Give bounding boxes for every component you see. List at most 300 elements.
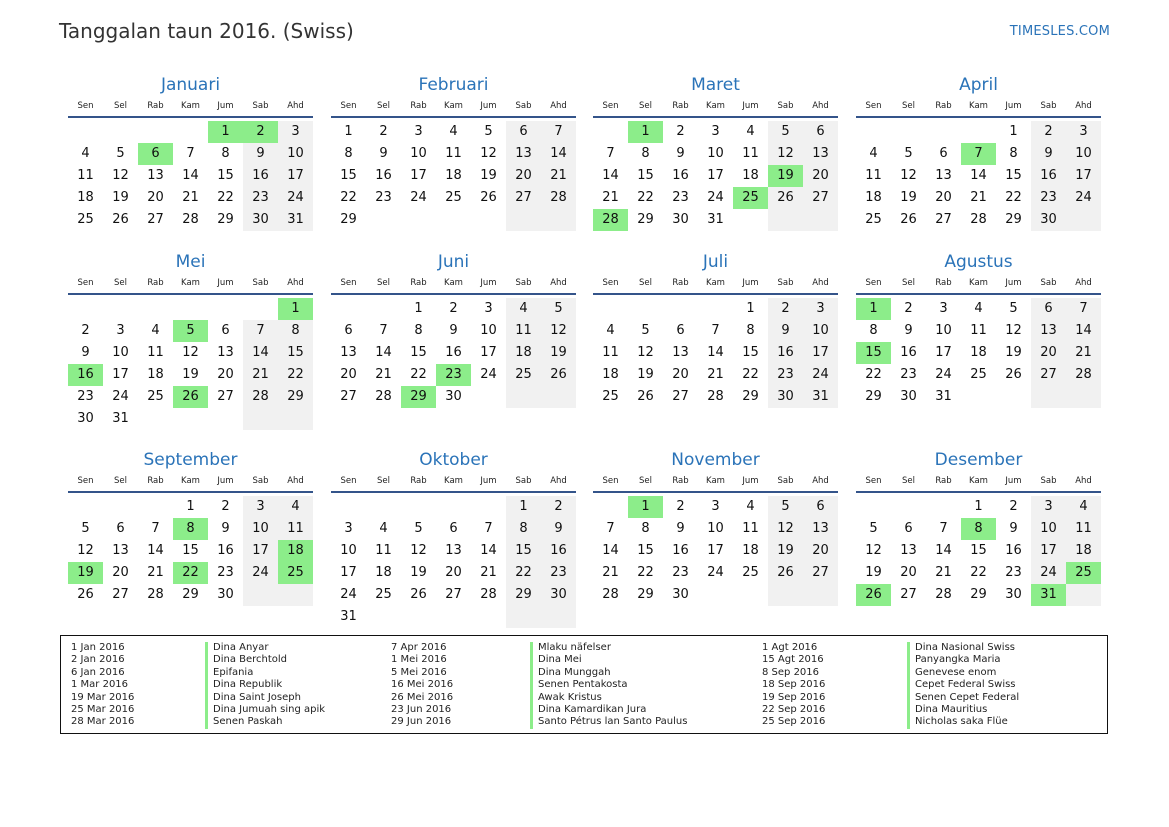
day-cell[interactable]: 10	[707, 521, 724, 536]
day-cell[interactable]: 7	[243, 320, 278, 342]
day-cell[interactable]: 24	[1031, 562, 1066, 584]
day-cell[interactable]: 5	[81, 521, 90, 536]
day-cell[interactable]: 12	[112, 168, 129, 183]
day-cell[interactable]: 21	[182, 190, 199, 205]
day-cell[interactable]: 5	[541, 298, 576, 320]
day-cell[interactable]: 3	[711, 499, 720, 514]
day-cell[interactable]: 26	[768, 187, 803, 209]
day-cell[interactable]: 20	[506, 165, 541, 187]
day-cell[interactable]: 17	[278, 165, 313, 187]
day-cell[interactable]: 11	[77, 168, 94, 183]
day-cell[interactable]: 19	[865, 565, 882, 580]
day-cell[interactable]: 16	[900, 345, 917, 360]
day-cell[interactable]: 9	[541, 518, 576, 540]
day-cell[interactable]: 13	[1031, 320, 1066, 342]
day-cell[interactable]: 27	[445, 587, 462, 602]
day-cell[interactable]: 17	[112, 367, 129, 382]
day-cell[interactable]: 31	[803, 386, 838, 408]
day-cell[interactable]: 30	[672, 212, 689, 227]
day-cell[interactable]: 8	[1009, 146, 1018, 161]
day-cell[interactable]: 23	[243, 187, 278, 209]
day-cell[interactable]: 25	[865, 212, 882, 227]
day-cell[interactable]: 23	[1005, 565, 1022, 580]
day-cell[interactable]: 4	[746, 124, 755, 139]
day-cell[interactable]: 6	[449, 521, 458, 536]
day-cell[interactable]: 4	[746, 499, 755, 514]
day-cell[interactable]: 3	[1066, 121, 1101, 143]
holiday-day-cell[interactable]: 5	[173, 320, 208, 342]
holiday-day-cell[interactable]: 6	[138, 143, 173, 165]
day-cell[interactable]: 24	[410, 190, 427, 205]
day-cell[interactable]: 21	[970, 190, 987, 205]
day-cell[interactable]: 31	[112, 411, 129, 426]
day-cell[interactable]: 22	[970, 565, 987, 580]
day-cell[interactable]: 10	[112, 345, 129, 360]
day-cell[interactable]: 22	[637, 190, 654, 205]
day-cell[interactable]: 15	[340, 168, 357, 183]
day-cell[interactable]: 31	[935, 389, 952, 404]
day-cell[interactable]: 17	[243, 540, 278, 562]
day-cell[interactable]: 27	[147, 212, 164, 227]
day-cell[interactable]: 21	[480, 565, 497, 580]
day-cell[interactable]: 9	[221, 521, 230, 536]
day-cell[interactable]: 12	[900, 168, 917, 183]
day-cell[interactable]: 1	[186, 499, 195, 514]
day-cell[interactable]: 19	[900, 190, 917, 205]
day-cell[interactable]: 23	[900, 367, 917, 382]
day-cell[interactable]: 7	[606, 146, 615, 161]
day-cell[interactable]: 15	[637, 543, 654, 558]
day-cell[interactable]: 1	[974, 499, 983, 514]
day-cell[interactable]: 29	[970, 587, 987, 602]
day-cell[interactable]: 8	[641, 521, 650, 536]
day-cell[interactable]: 27	[217, 389, 234, 404]
day-cell[interactable]: 23	[672, 565, 689, 580]
day-cell[interactable]: 22	[506, 562, 541, 584]
day-cell[interactable]: 11	[445, 146, 462, 161]
day-cell[interactable]: 19	[410, 565, 427, 580]
day-cell[interactable]: 10	[480, 323, 497, 338]
holiday-day-cell[interactable]: 28	[593, 209, 628, 231]
day-cell[interactable]: 19	[1005, 345, 1022, 360]
holiday-day-cell[interactable]: 8	[173, 518, 208, 540]
day-cell[interactable]: 3	[278, 121, 313, 143]
holiday-day-cell[interactable]: 23	[436, 364, 471, 386]
day-cell[interactable]: 13	[900, 543, 917, 558]
day-cell[interactable]: 19	[112, 190, 129, 205]
holiday-day-cell[interactable]: 18	[278, 540, 313, 562]
day-cell[interactable]: 30	[768, 386, 803, 408]
day-cell[interactable]: 26	[541, 364, 576, 386]
day-cell[interactable]: 18	[602, 367, 619, 382]
day-cell[interactable]: 12	[865, 543, 882, 558]
day-cell[interactable]: 30	[1005, 587, 1022, 602]
day-cell[interactable]: 30	[900, 389, 917, 404]
day-cell[interactable]: 26	[480, 190, 497, 205]
day-cell[interactable]: 10	[243, 518, 278, 540]
day-cell[interactable]: 10	[1031, 518, 1066, 540]
day-cell[interactable]: 3	[116, 323, 125, 338]
day-cell[interactable]: 30	[541, 584, 576, 606]
holiday-day-cell[interactable]: 7	[961, 143, 996, 165]
day-cell[interactable]: 18	[865, 190, 882, 205]
holiday-day-cell[interactable]: 19	[768, 165, 803, 187]
day-cell[interactable]: 13	[147, 168, 164, 183]
day-cell[interactable]: 24	[278, 187, 313, 209]
day-cell[interactable]: 19	[637, 367, 654, 382]
day-cell[interactable]: 15	[637, 168, 654, 183]
holiday-day-cell[interactable]: 1	[628, 496, 663, 518]
day-cell[interactable]: 8	[278, 320, 313, 342]
day-cell[interactable]: 13	[803, 518, 838, 540]
day-cell[interactable]: 17	[707, 543, 724, 558]
day-cell[interactable]: 10	[278, 143, 313, 165]
day-cell[interactable]: 7	[711, 323, 720, 338]
holiday-day-cell[interactable]: 1	[208, 121, 243, 143]
day-cell[interactable]: 12	[1005, 323, 1022, 338]
day-cell[interactable]: 15	[506, 540, 541, 562]
day-cell[interactable]: 11	[1066, 518, 1101, 540]
day-cell[interactable]: 29	[1005, 212, 1022, 227]
day-cell[interactable]: 26	[768, 562, 803, 584]
day-cell[interactable]: 21	[707, 367, 724, 382]
day-cell[interactable]: 20	[935, 190, 952, 205]
day-cell[interactable]: 22	[865, 367, 882, 382]
day-cell[interactable]: 25	[147, 389, 164, 404]
day-cell[interactable]: 26	[112, 212, 129, 227]
day-cell[interactable]: 21	[602, 190, 619, 205]
day-cell[interactable]: 16	[243, 165, 278, 187]
day-cell[interactable]: 21	[1066, 342, 1101, 364]
day-cell[interactable]: 12	[480, 146, 497, 161]
day-cell[interactable]: 16	[672, 543, 689, 558]
day-cell[interactable]: 25	[970, 367, 987, 382]
day-cell[interactable]: 22	[742, 367, 759, 382]
day-cell[interactable]: 4	[1066, 496, 1101, 518]
day-cell[interactable]: 28	[147, 587, 164, 602]
day-cell[interactable]: 4	[974, 301, 983, 316]
day-cell[interactable]: 2	[379, 124, 388, 139]
day-cell[interactable]: 15	[278, 342, 313, 364]
day-cell[interactable]: 26	[410, 587, 427, 602]
day-cell[interactable]: 3	[803, 298, 838, 320]
holiday-day-cell[interactable]: 26	[173, 386, 208, 408]
day-cell[interactable]: 10	[935, 323, 952, 338]
day-cell[interactable]: 25	[602, 389, 619, 404]
day-cell[interactable]: 14	[480, 543, 497, 558]
day-cell[interactable]: 5	[904, 146, 913, 161]
day-cell[interactable]: 23	[768, 364, 803, 386]
day-cell[interactable]: 24	[340, 587, 357, 602]
day-cell[interactable]: 17	[1031, 540, 1066, 562]
day-cell[interactable]: 6	[116, 521, 125, 536]
day-cell[interactable]: 9	[676, 521, 685, 536]
day-cell[interactable]: 22	[217, 190, 234, 205]
day-cell[interactable]: 20	[112, 565, 129, 580]
holiday-day-cell[interactable]: 29	[401, 386, 436, 408]
day-cell[interactable]: 20	[672, 367, 689, 382]
day-cell[interactable]: 18	[445, 168, 462, 183]
holiday-day-cell[interactable]: 26	[856, 584, 891, 606]
holiday-day-cell[interactable]: 15	[856, 342, 891, 364]
day-cell[interactable]: 9	[379, 146, 388, 161]
day-cell[interactable]: 28	[1066, 364, 1101, 386]
day-cell[interactable]: 4	[81, 146, 90, 161]
day-cell[interactable]: 16	[1031, 165, 1066, 187]
day-cell[interactable]: 23	[1031, 187, 1066, 209]
day-cell[interactable]: 15	[182, 543, 199, 558]
day-cell[interactable]: 8	[746, 323, 755, 338]
holiday-day-cell[interactable]: 8	[961, 518, 996, 540]
day-cell[interactable]: 28	[935, 587, 952, 602]
day-cell[interactable]: 13	[506, 143, 541, 165]
site-link[interactable]: TIMESLES.COM	[1009, 24, 1110, 39]
day-cell[interactable]: 24	[707, 190, 724, 205]
day-cell[interactable]: 2	[1031, 121, 1066, 143]
day-cell[interactable]: 20	[803, 165, 838, 187]
day-cell[interactable]: 3	[484, 301, 493, 316]
day-cell[interactable]: 8	[221, 146, 230, 161]
day-cell[interactable]: 11	[970, 323, 987, 338]
holiday-day-cell[interactable]: 25	[1066, 562, 1101, 584]
day-cell[interactable]: 23	[77, 389, 94, 404]
day-cell[interactable]: 10	[1066, 143, 1101, 165]
day-cell[interactable]: 6	[939, 146, 948, 161]
holiday-day-cell[interactable]: 1	[856, 298, 891, 320]
day-cell[interactable]: 28	[182, 212, 199, 227]
day-cell[interactable]: 6	[344, 323, 353, 338]
day-cell[interactable]: 28	[970, 212, 987, 227]
day-cell[interactable]: 10	[410, 146, 427, 161]
day-cell[interactable]: 11	[742, 146, 759, 161]
day-cell[interactable]: 25	[742, 565, 759, 580]
day-cell[interactable]: 6	[803, 496, 838, 518]
day-cell[interactable]: 27	[803, 562, 838, 584]
day-cell[interactable]: 22	[278, 364, 313, 386]
day-cell[interactable]: 9	[768, 320, 803, 342]
holiday-day-cell[interactable]: 1	[628, 121, 663, 143]
day-cell[interactable]: 16	[768, 342, 803, 364]
day-cell[interactable]: 13	[112, 543, 129, 558]
day-cell[interactable]: 12	[768, 518, 803, 540]
day-cell[interactable]: 30	[77, 411, 94, 426]
day-cell[interactable]: 7	[484, 521, 493, 536]
day-cell[interactable]: 2	[768, 298, 803, 320]
day-cell[interactable]: 22	[340, 190, 357, 205]
day-cell[interactable]: 5	[768, 496, 803, 518]
day-cell[interactable]: 29	[217, 212, 234, 227]
day-cell[interactable]: 15	[1005, 168, 1022, 183]
day-cell[interactable]: 13	[340, 345, 357, 360]
day-cell[interactable]: 5	[414, 521, 423, 536]
day-cell[interactable]: 12	[182, 345, 199, 360]
day-cell[interactable]: 7	[379, 323, 388, 338]
day-cell[interactable]: 4	[449, 124, 458, 139]
day-cell[interactable]: 14	[182, 168, 199, 183]
day-cell[interactable]: 6	[506, 121, 541, 143]
day-cell[interactable]: 18	[506, 342, 541, 364]
day-cell[interactable]: 8	[344, 146, 353, 161]
day-cell[interactable]: 15	[410, 345, 427, 360]
holiday-day-cell[interactable]: 2	[243, 121, 278, 143]
day-cell[interactable]: 17	[935, 345, 952, 360]
day-cell[interactable]: 5	[1009, 301, 1018, 316]
day-cell[interactable]: 28	[602, 587, 619, 602]
day-cell[interactable]: 29	[637, 587, 654, 602]
day-cell[interactable]: 11	[506, 320, 541, 342]
day-cell[interactable]: 1	[344, 124, 353, 139]
day-cell[interactable]: 18	[147, 367, 164, 382]
day-cell[interactable]: 27	[672, 389, 689, 404]
day-cell[interactable]: 20	[1031, 342, 1066, 364]
day-cell[interactable]: 6	[221, 323, 230, 338]
day-cell[interactable]: 16	[1005, 543, 1022, 558]
holiday-day-cell[interactable]: 1	[278, 298, 313, 320]
day-cell[interactable]: 11	[375, 543, 392, 558]
day-cell[interactable]: 23	[541, 562, 576, 584]
holiday-day-cell[interactable]: 31	[1031, 584, 1066, 606]
day-cell[interactable]: 1	[746, 301, 755, 316]
day-cell[interactable]: 2	[676, 499, 685, 514]
holiday-day-cell[interactable]: 16	[68, 364, 103, 386]
day-cell[interactable]: 14	[375, 345, 392, 360]
day-cell[interactable]: 9	[243, 143, 278, 165]
day-cell[interactable]: 29	[340, 212, 357, 227]
day-cell[interactable]: 4	[379, 521, 388, 536]
day-cell[interactable]: 15	[970, 543, 987, 558]
day-cell[interactable]: 31	[707, 212, 724, 227]
day-cell[interactable]: 10	[803, 320, 838, 342]
day-cell[interactable]: 10	[340, 543, 357, 558]
day-cell[interactable]: 30	[217, 587, 234, 602]
day-cell[interactable]: 13	[803, 143, 838, 165]
day-cell[interactable]: 14	[970, 168, 987, 183]
day-cell[interactable]: 31	[340, 609, 357, 624]
day-cell[interactable]: 28	[707, 389, 724, 404]
day-cell[interactable]: 14	[602, 543, 619, 558]
day-cell[interactable]: 22	[1005, 190, 1022, 205]
day-cell[interactable]: 4	[278, 496, 313, 518]
day-cell[interactable]: 18	[970, 345, 987, 360]
day-cell[interactable]: 28	[243, 386, 278, 408]
day-cell[interactable]: 2	[904, 301, 913, 316]
day-cell[interactable]: 7	[541, 121, 576, 143]
day-cell[interactable]: 19	[541, 342, 576, 364]
day-cell[interactable]: 12	[541, 320, 576, 342]
day-cell[interactable]: 29	[506, 584, 541, 606]
day-cell[interactable]: 9	[676, 146, 685, 161]
day-cell[interactable]: 14	[1066, 320, 1101, 342]
holiday-day-cell[interactable]: 22	[173, 562, 208, 584]
day-cell[interactable]: 3	[939, 301, 948, 316]
day-cell[interactable]: 14	[147, 543, 164, 558]
day-cell[interactable]: 20	[217, 367, 234, 382]
day-cell[interactable]: 8	[414, 323, 423, 338]
day-cell[interactable]: 17	[707, 168, 724, 183]
day-cell[interactable]: 21	[147, 565, 164, 580]
day-cell[interactable]: 29	[278, 386, 313, 408]
day-cell[interactable]: 12	[768, 143, 803, 165]
day-cell[interactable]: 26	[637, 389, 654, 404]
day-cell[interactable]: 1	[1009, 124, 1018, 139]
day-cell[interactable]: 11	[742, 521, 759, 536]
day-cell[interactable]: 7	[151, 521, 160, 536]
day-cell[interactable]: 1	[506, 496, 541, 518]
day-cell[interactable]: 16	[672, 168, 689, 183]
day-cell[interactable]: 2	[81, 323, 90, 338]
day-cell[interactable]: 6	[803, 121, 838, 143]
day-cell[interactable]: 18	[375, 565, 392, 580]
day-cell[interactable]: 14	[707, 345, 724, 360]
day-cell[interactable]: 2	[449, 301, 458, 316]
day-cell[interactable]: 18	[1066, 540, 1101, 562]
day-cell[interactable]: 9	[81, 345, 90, 360]
holiday-day-cell[interactable]: 19	[68, 562, 103, 584]
day-cell[interactable]: 28	[541, 187, 576, 209]
day-cell[interactable]: 27	[935, 212, 952, 227]
day-cell[interactable]: 12	[77, 543, 94, 558]
day-cell[interactable]: 27	[112, 587, 129, 602]
day-cell[interactable]: 13	[672, 345, 689, 360]
day-cell[interactable]: 27	[1031, 364, 1066, 386]
day-cell[interactable]: 13	[935, 168, 952, 183]
day-cell[interactable]: 5	[768, 121, 803, 143]
day-cell[interactable]: 23	[375, 190, 392, 205]
day-cell[interactable]: 9	[449, 323, 458, 338]
day-cell[interactable]: 12	[637, 345, 654, 360]
day-cell[interactable]: 14	[602, 168, 619, 183]
day-cell[interactable]: 20	[803, 540, 838, 562]
day-cell[interactable]: 5	[484, 124, 493, 139]
day-cell[interactable]: 14	[935, 543, 952, 558]
day-cell[interactable]: 9	[1009, 521, 1018, 536]
day-cell[interactable]: 28	[375, 389, 392, 404]
day-cell[interactable]: 24	[480, 367, 497, 382]
day-cell[interactable]: 7	[186, 146, 195, 161]
day-cell[interactable]: 18	[742, 543, 759, 558]
day-cell[interactable]: 20	[340, 367, 357, 382]
day-cell[interactable]: 25	[445, 190, 462, 205]
day-cell[interactable]: 21	[602, 565, 619, 580]
day-cell[interactable]: 20	[900, 565, 917, 580]
day-cell[interactable]: 16	[445, 345, 462, 360]
day-cell[interactable]: 30	[1031, 209, 1066, 231]
day-cell[interactable]: 5	[641, 323, 650, 338]
day-cell[interactable]: 24	[112, 389, 129, 404]
day-cell[interactable]: 11	[147, 345, 164, 360]
day-cell[interactable]: 29	[637, 212, 654, 227]
day-cell[interactable]: 11	[278, 518, 313, 540]
day-cell[interactable]: 20	[147, 190, 164, 205]
day-cell[interactable]: 29	[182, 587, 199, 602]
day-cell[interactable]: 3	[414, 124, 423, 139]
day-cell[interactable]: 17	[410, 168, 427, 183]
day-cell[interactable]: 12	[410, 543, 427, 558]
day-cell[interactable]: 8	[641, 146, 650, 161]
day-cell[interactable]: 16	[541, 540, 576, 562]
day-cell[interactable]: 22	[410, 367, 427, 382]
day-cell[interactable]: 3	[711, 124, 720, 139]
day-cell[interactable]: 23	[217, 565, 234, 580]
day-cell[interactable]: 27	[803, 187, 838, 209]
day-cell[interactable]: 6	[676, 323, 685, 338]
day-cell[interactable]: 19	[768, 540, 803, 562]
day-cell[interactable]: 5	[869, 521, 878, 536]
day-cell[interactable]: 6	[1031, 298, 1066, 320]
day-cell[interactable]: 25	[77, 212, 94, 227]
day-cell[interactable]: 24	[803, 364, 838, 386]
day-cell[interactable]: 4	[606, 323, 615, 338]
